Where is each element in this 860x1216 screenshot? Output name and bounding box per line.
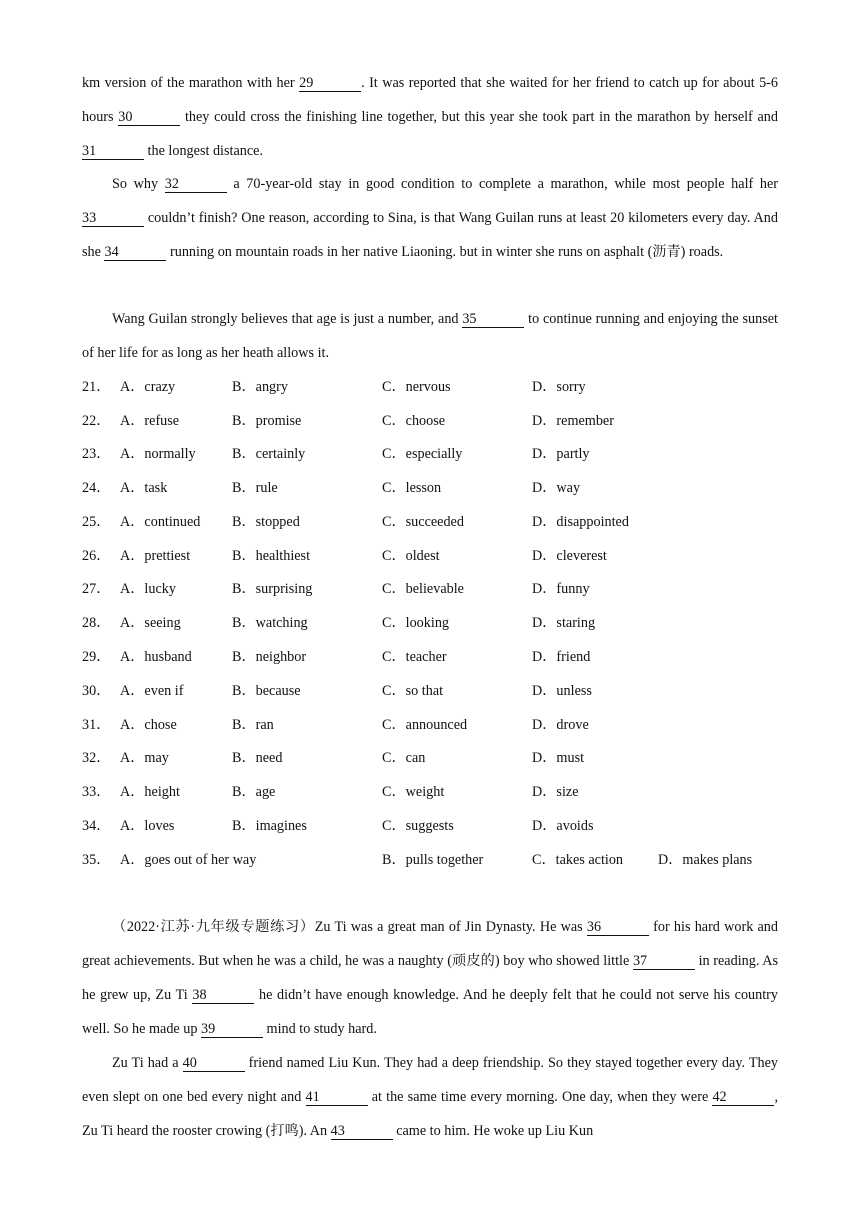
option-d[interactable]: D．sorry (532, 379, 586, 395)
question-number: 34． (82, 818, 111, 834)
option-b[interactable]: B．neighbor (232, 649, 307, 665)
option-d[interactable]: D．avoids (532, 818, 594, 834)
blank-33[interactable]: 33 (82, 210, 144, 227)
option-b[interactable]: B．because (232, 683, 301, 699)
option-c[interactable]: C．choose (382, 413, 446, 429)
blank-39[interactable]: 39 (201, 1021, 263, 1038)
question-33-options (82, 775, 782, 809)
option-c[interactable]: C．believable (382, 581, 464, 597)
question-number: 33． (82, 784, 111, 800)
question-number: 32． (82, 750, 111, 766)
option-d[interactable]: D．makes plans (658, 852, 753, 868)
question-number: 29． (82, 649, 111, 665)
question-28-options (82, 606, 782, 640)
passage-text: Zu Ti had a (112, 1055, 183, 1071)
option-a[interactable]: A．task (120, 480, 168, 496)
question-number: 22． (82, 413, 111, 429)
question-number: 27． (82, 581, 111, 597)
option-a[interactable]: A．even if (120, 683, 184, 699)
blank-40[interactable]: 40 (183, 1055, 245, 1072)
passage-text: km version of the marathon with her (82, 75, 300, 91)
blank-36[interactable]: 36 (587, 919, 649, 936)
question-number: 26． (82, 548, 111, 564)
option-d[interactable]: D．remember (532, 413, 614, 429)
option-b[interactable]: B．age (232, 784, 276, 800)
option-b[interactable]: B．healthiest (232, 548, 311, 564)
question-26-options (82, 539, 782, 573)
option-d[interactable]: D．size (532, 784, 579, 800)
passage-text: at the same time every morning. One day, when they were (367, 1089, 713, 1105)
option-c[interactable]: C．oldest (382, 548, 440, 564)
passage-text: running on mountain roads in her native Liaoning. but in winter she runs on asphalt (沥青) roads. (166, 244, 724, 260)
blank-38[interactable]: 38 (192, 987, 254, 1004)
option-d[interactable]: D．funny (532, 581, 590, 597)
question-31-options (82, 708, 782, 742)
question-25-options (82, 505, 782, 539)
passage-text: came to him. He woke up Liu Kun (392, 1123, 594, 1139)
option-c[interactable]: C．succeeded (382, 514, 464, 530)
option-d[interactable]: D．cleverest (532, 548, 607, 564)
option-c[interactable]: C．especially (382, 446, 463, 462)
option-b[interactable]: B．watching (232, 615, 308, 631)
passage1-paragraph-1 (82, 66, 778, 168)
passage-text: to continue running and enjoying the sunset of her life for as long as her heath allows it. (82, 311, 778, 361)
option-a[interactable]: A．normally (120, 446, 196, 462)
option-b[interactable]: B．ran (232, 717, 274, 733)
option-a[interactable]: A．loves (120, 818, 175, 834)
option-b[interactable]: B．surprising (232, 581, 313, 597)
question-29-options (82, 640, 782, 674)
option-a[interactable]: A．goes out of her way (120, 852, 257, 868)
question-32-options (82, 741, 782, 775)
passage2-paragraph-2 (82, 1046, 778, 1148)
option-b[interactable]: B．pulls together (382, 852, 484, 868)
option-b[interactable]: B．need (232, 750, 283, 766)
passage-text: , Zu Ti heard the rooster crowing (打鸣). An (82, 1089, 778, 1139)
option-d[interactable]: D．way (532, 480, 581, 496)
passage-text: a 70-year-old stay in good condition to complete a marathon, while most people half her (226, 176, 778, 192)
passage1-paragraph-3 (82, 302, 778, 370)
option-c[interactable]: C．weight (382, 784, 445, 800)
question-number: 31． (82, 717, 111, 733)
passage-text: So why (112, 176, 165, 192)
option-a[interactable]: A．prettiest (120, 548, 191, 564)
option-d[interactable]: D．drove (532, 717, 589, 733)
option-c[interactable]: C．teacher (382, 649, 447, 665)
option-c[interactable]: C．takes action (532, 852, 624, 868)
passage1-paragraph-2 (82, 167, 778, 269)
option-c[interactable]: C．can (382, 750, 426, 766)
passage-text: for his hard work and great achievements. But when he was a child, he was a naughty (顽皮的) boy who showed little (82, 919, 778, 969)
passage-text: he didn’t have enough knowledge. And he deeply felt that he could not serve his country well. So he made up (82, 987, 778, 1037)
option-d[interactable]: D．unless (532, 683, 592, 699)
question-30-options (82, 674, 782, 708)
passage-text: （2022·江苏·九年级专题练习）Zu Ti was a great man of Jin Dynasty. He was (112, 919, 587, 935)
option-a[interactable]: A．husband (120, 649, 192, 665)
blank-42[interactable]: 42 (712, 1089, 774, 1106)
passage-text: in reading. As he grew up, Zu Ti (82, 953, 779, 1003)
option-d[interactable]: D．must (532, 750, 585, 766)
option-a[interactable]: A．height (120, 784, 180, 800)
option-c[interactable]: C．announced (382, 717, 468, 733)
blank-31[interactable]: 31 (82, 143, 144, 160)
option-a[interactable]: A．seeing (120, 615, 181, 631)
option-a[interactable]: A．crazy (120, 379, 176, 395)
passage-text: . It was reported that she waited for her friend to catch up for about 5-6 hours (82, 75, 778, 125)
question-23-options (82, 437, 782, 471)
question-number: 30． (82, 683, 111, 699)
question-35-options (82, 843, 782, 877)
passage-text: friend named Liu Kun. They had a deep friendship. So they stayed together every day. They even slept on one bed every night and (82, 1055, 778, 1105)
option-c[interactable]: C．looking (382, 615, 450, 631)
option-d[interactable]: D．disappointed (532, 514, 629, 530)
option-d[interactable]: D．staring (532, 615, 596, 631)
question-number: 21． (82, 379, 111, 395)
passage-text: Wang Guilan strongly believes that age is just a number, and (112, 311, 463, 327)
passage-text: couldn’t finish? One reason, according to Sina, is that Wang Guilan runs at least 20 kilometers every day. And she (82, 210, 778, 260)
blank-41[interactable]: 41 (306, 1089, 368, 1106)
option-c[interactable]: C．so that (382, 683, 444, 699)
option-a[interactable]: A．lucky (120, 581, 176, 597)
blank-34[interactable]: 34 (104, 244, 166, 261)
question-27-options (82, 572, 782, 606)
passage-text: mind to study hard. (263, 1021, 377, 1037)
passage-text: they could cross the finishing line together, but this year she took part in the marathon by herself and (180, 109, 778, 125)
option-d[interactable]: D．friend (532, 649, 591, 665)
option-c[interactable]: C．lesson (382, 480, 442, 496)
question-21-options (82, 370, 782, 404)
option-b[interactable]: B．certainly (232, 446, 306, 462)
blank-35[interactable]: 35 (462, 311, 524, 328)
option-a[interactable]: A．refuse (120, 413, 180, 429)
passage-text: the longest distance. (144, 143, 263, 159)
option-d[interactable]: D．partly (532, 446, 590, 462)
option-c[interactable]: C．nervous (382, 379, 451, 395)
question-number: 35． (82, 852, 111, 868)
question-number: 23． (82, 446, 111, 462)
passage2-paragraph-1 (82, 910, 778, 1046)
blank-43[interactable]: 43 (331, 1123, 393, 1140)
question-number: 25． (82, 514, 111, 530)
option-a[interactable]: A．chose (120, 717, 177, 733)
blank-29[interactable]: 29 (299, 75, 361, 92)
option-b[interactable]: B．angry (232, 379, 288, 395)
option-a[interactable]: A．continued (120, 514, 201, 530)
option-a[interactable]: A．may (120, 750, 169, 766)
question-24-options (82, 471, 782, 505)
blank-30[interactable]: 30 (118, 109, 180, 126)
option-c[interactable]: C．suggests (382, 818, 454, 834)
blank-37[interactable]: 37 (633, 953, 695, 970)
blank-32[interactable]: 32 (165, 176, 227, 193)
option-b[interactable]: B．imagines (232, 818, 307, 834)
option-b[interactable]: B．promise (232, 413, 302, 429)
option-b[interactable]: B．stopped (232, 514, 300, 530)
question-number: 28． (82, 615, 111, 631)
question-22-options (82, 404, 782, 438)
question-34-options (82, 809, 782, 843)
question-number: 24． (82, 480, 111, 496)
option-b[interactable]: B．rule (232, 480, 278, 496)
